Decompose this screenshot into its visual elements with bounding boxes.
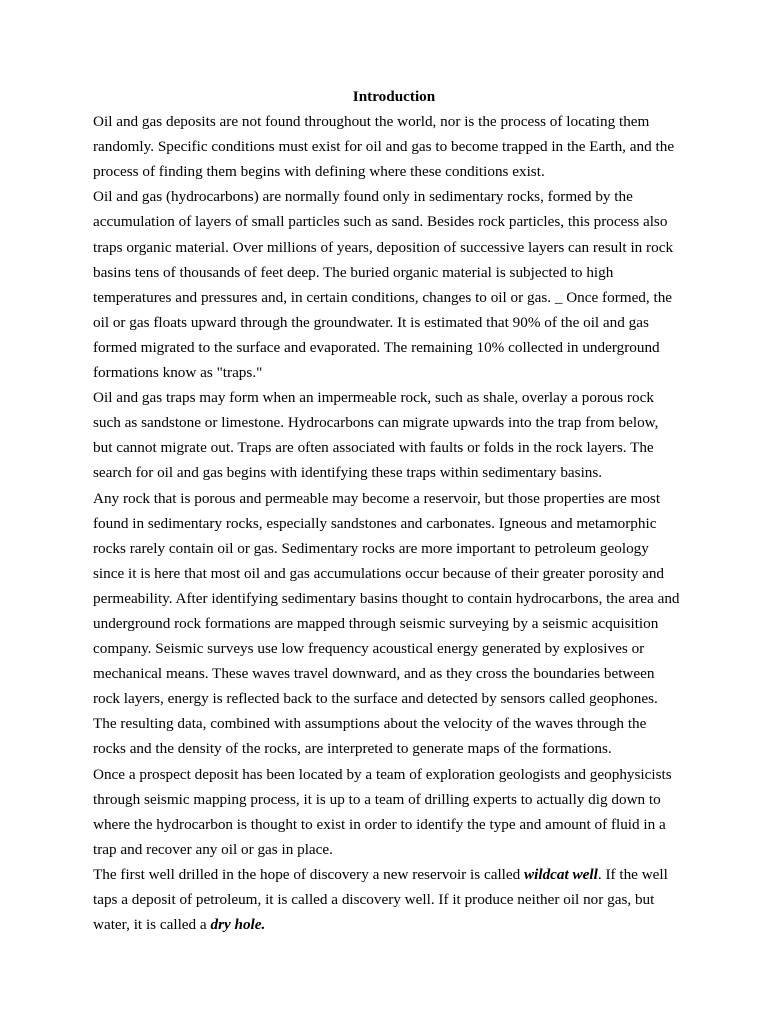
term-dry-hole: dry hole. [210,916,266,934]
paragraph-line: search for oil and gas begins with identifying these traps within sedimentary basins. [93,464,603,482]
paragraph-line [93,862,695,887]
paragraph-line: randomly. Specific conditions must exist for oil and gas to become trapped in the Earth, and the [93,138,675,156]
paragraph [93,184,695,385]
paragraph-wildcat-well [93,862,695,937]
paragraph-line: formed migrated to the surface and evaporated. The remaining 10% collected in underground [93,338,660,356]
paragraph-line: taps a deposit of petroleum, it is called a discovery well. If it produce neither oil nor gas, but [93,891,655,908]
paragraph-line: Oil and gas traps may form when an impermeable rock, such as shale, overlay a porous rock [93,389,654,407]
paragraph-line: company. Seismic surveys use low frequency acoustical energy generated by explosives or [93,640,645,658]
paragraph [93,109,695,184]
paragraph-line: process of finding them begins with defining where these conditions exist. [93,163,545,181]
document-body [93,84,695,937]
paragraph-line: Oil and gas (hydrocarbons) are normally found only in sedimentary rocks, formed by the [93,188,633,206]
paragraph-line: but cannot migrate out. Traps are often associated with faults or folds in the rock layers. The [93,439,654,457]
text-run: water, it is called a [93,916,211,934]
paragraph-line: since it is here that most oil and gas accumulations occur because of their greater porosity and [93,564,665,582]
paragraph-line: underground rock formations are mapped through seismic surveying by a seismic acquisition [93,614,659,632]
paragraph-line: Any rock that is porous and permeable may become a reservoir, but those properties are most [93,489,661,507]
paragraph-line: The resulting data, combined with assumptions about the velocity of the waves through the [93,715,647,733]
paragraph-line: mechanical means. These waves travel downward, and as they cross the boundaries between [93,665,655,683]
paragraph [93,762,695,862]
paragraph-line: traps organic material. Over millions of years, deposition of successive layers can result in rock [93,238,674,256]
paragraph-line: found in sedimentary rocks, especially sandstones and carbonates. Igneous and metamorphic [93,514,657,532]
paragraph [93,385,695,485]
text-run: . If the well [597,865,668,883]
paragraph-line: accumulation of layers of small particles such as sand. Besides rock particles, this process also [93,213,668,231]
paragraph-line: rocks rarely contain oil or gas. Sedimentary rocks are more important to petroleum geology [93,539,649,557]
paragraph-line: trap and recover any oil or gas in place. [93,840,333,858]
paragraph-line: rocks and the density of the rocks, are interpreted to generate maps of the formations. [93,740,612,758]
text-run: The first well drilled in the hope of discovery a new reservoir is called [93,865,525,883]
paragraph-line: rock layers, energy is reflected back to the surface and detected by sensors called geophones. [93,690,658,708]
paragraph-line: such as sandstone or limestone. Hydrocarbons can migrate upwards into the trap from below, [93,414,659,432]
paragraph-line [93,912,695,937]
paragraph-line: basins tens of thousands of feet deep. The buried organic material is subjected to high [93,263,614,281]
paragraph-container [93,109,695,862]
paragraph [93,486,695,762]
paragraph-line: through seismic mapping process, it is up to a team of drilling experts to actually dig down to [93,790,661,808]
paragraph-line: Oil and gas deposits are not found throughout the world, nor is the process of locating them [93,113,650,131]
paragraph-line: permeability. After identifying sedimentary basins thought to contain hydrocarbons, the area and [93,589,680,607]
paragraph-line: formations know as "traps." [93,364,263,382]
page-title: Introduction [352,88,436,105]
paragraph-line: temperatures and pressures and, in certain conditions, changes to oil or gas. _ Once formed, the [93,288,673,306]
term-wildcat-well: wildcat well [524,865,598,883]
paragraph-line: Once a prospect deposit has been located by a team of exploration geologists and geophysicists [93,765,672,783]
paragraph-line: oil or gas floats upward through the groundwater. It is estimated that 90% of the oil and gas [93,313,649,331]
paragraph-line: where the hydrocarbon is thought to exist in order to identify the type and amount of fluid in a [93,815,666,833]
